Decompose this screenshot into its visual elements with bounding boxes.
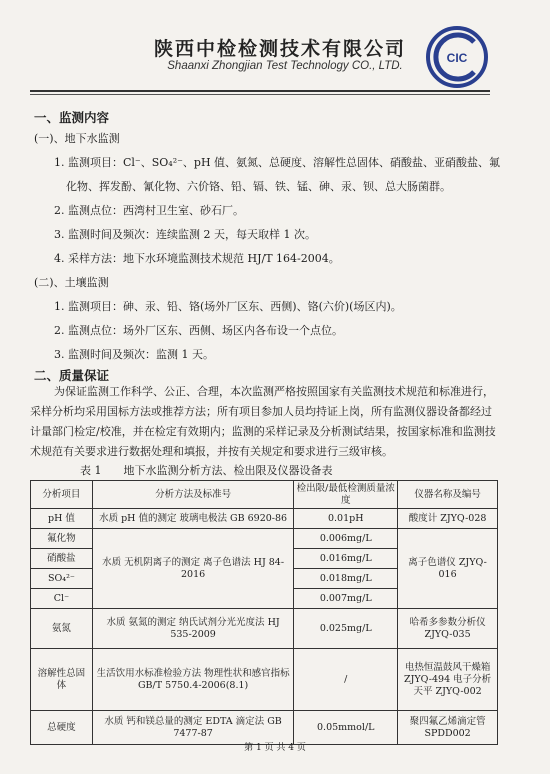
cell-method: 水质 氨氮的测定 纳氏试剂分光光度法 HJ 535-2009 <box>92 609 293 649</box>
col-header-item: 分析项目 <box>31 481 93 509</box>
cell-limit: 0.007mg/L <box>294 589 398 609</box>
table-row <box>31 509 498 529</box>
cell-instrument: 聚四氟乙烯滴定管 SPDD002 <box>398 711 498 745</box>
cell-limit: 0.006mg/L <box>294 529 398 549</box>
cell-limit: 0.025mg/L <box>294 609 398 649</box>
cell-item: Cl⁻ <box>31 589 93 609</box>
gw-items-line1: 1. 监测项目：Cl⁻、SO₄²⁻、pH 值、氨氮、总硬度、溶解性总固体、硝酸盐、亚硝酸盐、氟 <box>54 156 501 169</box>
table-header-row <box>31 481 498 509</box>
soil-items: 1. 监测项目：砷、汞、铅、铬(场外厂区东、西侧)、铬(六价)(场区内)。 <box>54 300 402 313</box>
method-table <box>30 480 498 745</box>
cell-limit: 0.05mmol/L <box>294 711 398 745</box>
table-row <box>31 529 498 549</box>
cell-limit: 0.016mg/L <box>294 549 398 569</box>
cell-item: SO₄²⁻ <box>31 569 93 589</box>
soil-points: 2. 监测点位：场外厂区东、西侧、场区内各布设一个点位。 <box>54 324 343 337</box>
cell-item: 硝酸盐 <box>31 549 93 569</box>
cell-instrument: 电热恒温鼓风干燥箱 ZJYQ-494 电子分析天平 ZJYQ-002 <box>398 649 498 711</box>
subsection-soil: (二)、土壤监测 <box>34 276 109 289</box>
cell-limit: / <box>294 649 398 711</box>
subsection-groundwater: (一)、地下水监测 <box>34 132 120 145</box>
cell-instrument: 酸度计 ZJYQ-028 <box>398 509 498 529</box>
cell-item: 氟化物 <box>31 529 93 549</box>
table-caption: 表 1 地下水监测分析方法、检出限及仪器设备表 <box>80 464 333 477</box>
cell-method: 水质 钙和镁总量的测定 EDTA 滴定法 GB 7477-87 <box>92 711 293 745</box>
col-header-instrument: 仪器名称及编号 <box>398 481 498 509</box>
company-name-cn: 陕西中检检测技术有限公司 <box>153 38 406 60</box>
cell-item: 氨氮 <box>31 609 93 649</box>
table-row <box>31 649 498 711</box>
table-row <box>31 609 498 649</box>
company-name-en: Shaanxi Zhongjian Test Technology CO., LTD. <box>167 60 403 72</box>
cell-item: 溶解性总固体 <box>31 649 93 711</box>
soil-frequency: 3. 监测时间及频次：监测 1 天。 <box>54 348 214 361</box>
cell-method: 水质 无机阴离子的测定 离子色谱法 HJ 84-2016 <box>92 529 293 609</box>
red-stamp-seal <box>530 450 550 560</box>
cell-item: pH 值 <box>31 509 93 529</box>
gw-sampling-method: 4. 采样方法：地下水环境监测技术规范 HJ/T 164-2004。 <box>54 252 340 265</box>
section-2-title: 二、质量保证 <box>34 368 110 383</box>
section-1-title: 一、监测内容 <box>34 110 110 125</box>
header-rule <box>30 90 490 92</box>
logo-text: CIC <box>446 51 468 65</box>
col-header-limit: 检出限/最低检测质量浓度 <box>294 481 398 509</box>
gw-items-line2: 化物、挥发酚、氰化物、六价铬、铅、镉、铁、锰、砷、汞、钡、总大肠菌群。 <box>66 180 451 193</box>
gw-frequency: 3. 监测时间及频次：连续监测 2 天，每天取样 1 次。 <box>54 228 316 241</box>
cell-instrument: 离子色谱仪 ZJYQ-016 <box>398 529 498 609</box>
header-rule-thin <box>30 94 490 95</box>
col-header-method: 分析方法及标准号 <box>92 481 293 509</box>
page-number: 第 1 页 共 4 页 <box>244 743 306 753</box>
cell-limit: 0.018mg/L <box>294 569 398 589</box>
quality-paragraph: 为保证监测工作科学、公正、合理，本次监测严格按照国家有关监测技术规范和标准进行，采样分析均采用国标方法或推荐方法；所有项目参加人员均持证上岗，所有监测仪器设备都经过计量部门检定/校准，并在检定有效期内；监测的采样记录及分析测试结果，按国家标准和监测技术规范有关要求进行数据处理和填报，并按有关规定和要求进行三级审核。 <box>30 385 496 458</box>
cell-item: 总硬度 <box>31 711 93 745</box>
cell-instrument: 哈希多参数分析仪 ZJYQ-035 <box>398 609 498 649</box>
company-logo-icon <box>424 24 490 90</box>
cell-method: 生活饮用水标准检验方法 物理性状和感官指标 GB/T 5750.4-2006(8.1) <box>92 649 293 711</box>
cell-limit: 0.01pH <box>294 509 398 529</box>
cell-method: 水质 pH 值的测定 玻璃电极法 GB 6920-86 <box>92 509 293 529</box>
gw-points: 2. 监测点位：西湾村卫生室、砂石厂。 <box>54 204 244 217</box>
